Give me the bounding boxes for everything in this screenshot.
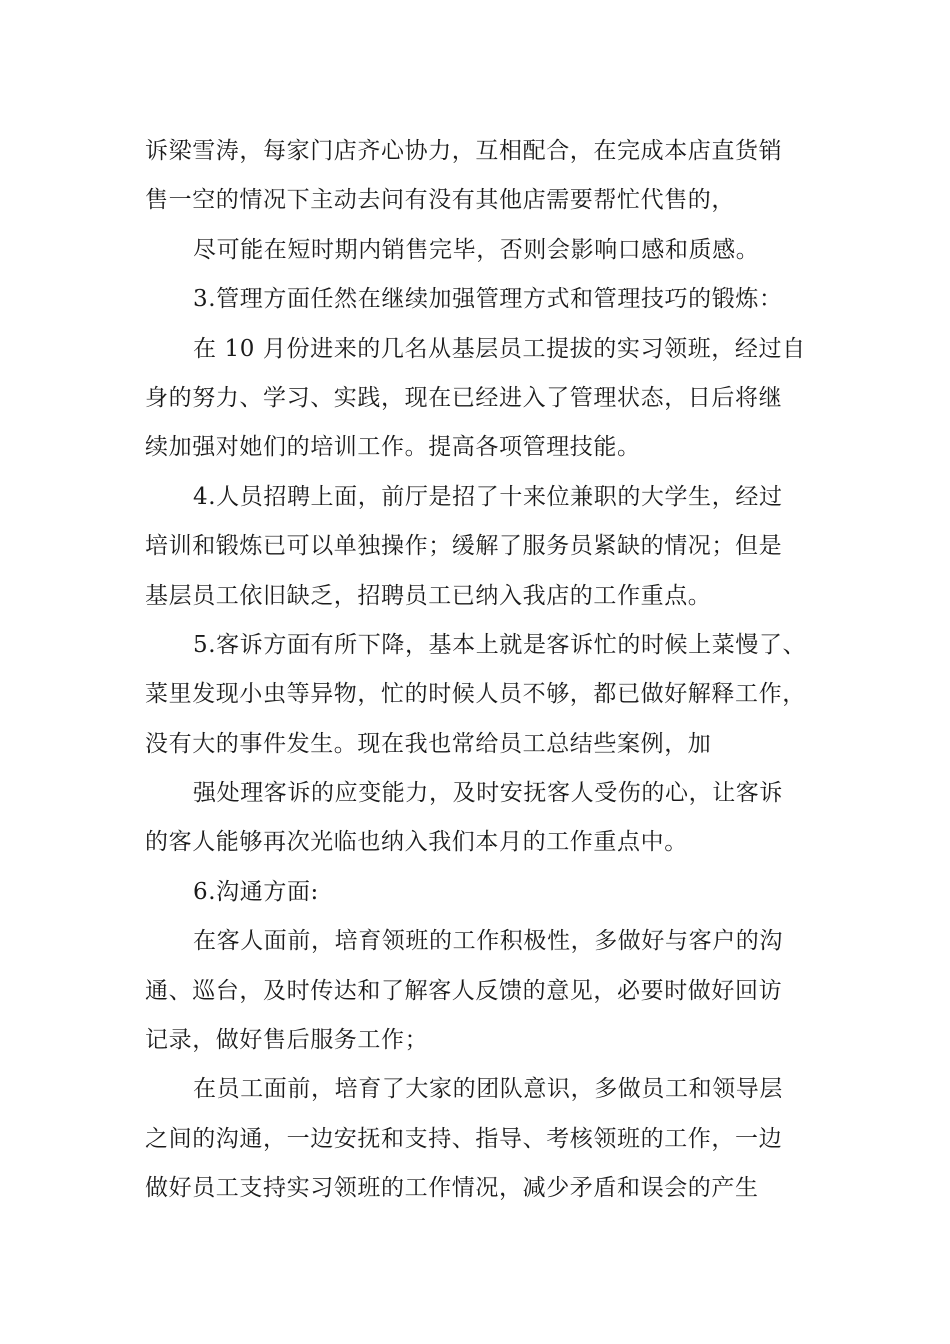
text-line-3: 尽可能在短时期内销售完毕，否则会影响口感和质感。 <box>193 236 760 263</box>
text-line-14: 强处理客诉的应变能力，及时安抚客人受伤的心，让客诉 <box>193 780 783 807</box>
text-line-9: 培训和锻炼已可以单独操作；缓解了服务员紧缺的情况；但是 <box>145 533 783 560</box>
text-line-2: 售一空的情况下主动去问有没有其他店需要帮忙代售的， <box>145 187 735 214</box>
text-line-1: 诉梁雪涛，每家门店齐心协力，互相配合，在完成本店直货销 <box>145 138 783 164</box>
text-line-21: 之间的沟通，一边安抚和支持、指导、考核领班的工作，一边 <box>145 1125 783 1152</box>
text-line-8: 4.人员招聘上面，前厅是招了十来位兼职的大学生，经过 <box>193 483 783 510</box>
text-line-13: 没有大的事件发生。现在我也常给员工总结些案例，加 <box>145 730 712 757</box>
text-line-6: 身的努力、学习、实践，现在已经进入了管理状态，日后将继 <box>145 384 783 411</box>
text-line-10: 基层员工依旧缺乏，招聘员工已纳入我店的工作重点。 <box>145 582 712 609</box>
text-line-20: 在员工面前，培育了大家的团队意识，多做员工和领导层 <box>193 1076 783 1103</box>
text-line-17: 在客人面前，培育领班的工作积极性，多做好与客户的沟 <box>193 928 783 955</box>
text-line-16: 6.沟通方面: <box>193 878 319 905</box>
text-line-5: 在 10 月份进来的几名从基层员工提拔的实习领班，经过自 <box>193 335 806 362</box>
text-line-18: 通、巡台，及时传达和了解客人反馈的意见，必要时做好回访 <box>145 977 783 1004</box>
text-line-12: 菜里发现小虫等异物，忙的时候人员不够，都已做好解释工作， <box>145 681 806 708</box>
text-line-15: 的客人能够再次光临也纳入我们本月的工作重点中。 <box>145 829 688 856</box>
text-line-11: 5.客诉方面有所下降，基本上就是客诉忙的时候上菜慢了、 <box>193 631 807 658</box>
document-body <box>145 127 835 1214</box>
text-line-7: 续加强对她们的培训工作。提高各项管理技能。 <box>145 434 641 461</box>
text-line-4: 3.管理方面任然在继续加强管理方式和管理技巧的锻炼： <box>193 286 783 313</box>
text-line-19: 记录，做好售后服务工作； <box>145 1027 429 1054</box>
text-line-22: 做好员工支持实习领班的工作情况，减少矛盾和误会的产生 <box>145 1175 759 1202</box>
